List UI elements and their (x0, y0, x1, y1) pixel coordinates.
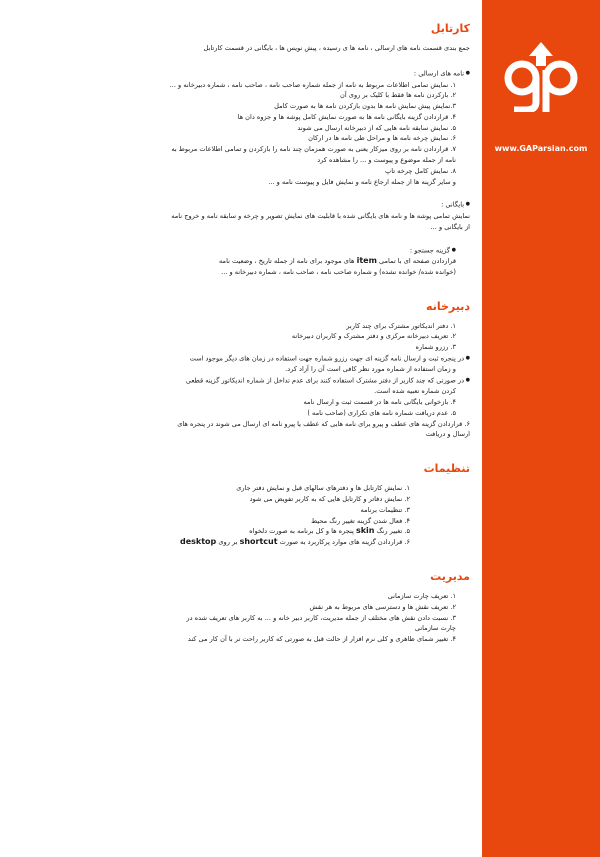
shortcut-line-part: ۶. قراردادن گزینه های موارد پرکاربرد به صورت (279, 538, 410, 547)
list-item: ۶. قراردادن گزینه های عطف و پیرو برای نامه هایی که عطف یا پیرو نامه ای ارسال می شوند در پنجره های (177, 419, 470, 428)
brand-sidebar (482, 0, 600, 857)
list-item: ۴. بازخوانی بایگانی نامه ها در قسمت ثبت و ارسال نامه (303, 398, 456, 407)
skin-line-part: پنجره ها و کل برنامه به صورت دلخواه (249, 527, 354, 536)
kartabl-intro: جمع بندی قسمت نامه های ارسالی ، نامه ها ی رسیده ، پیش نویس ها ، بایگانی در قسمت کارتابل (203, 44, 470, 52)
search-line-part: قراردادن صفحه ای با تمامی (379, 257, 456, 266)
archive-line: نمایش تمامی پوشه ها و نامه های بایگانی شده با قابلیت های نمایش تصویر و چرخه و سابقه نامه و خروج نامه (171, 211, 470, 220)
archive-line: از بایگانی و ... (430, 222, 470, 231)
search-keyword: item (356, 256, 377, 266)
list-item: ۸. نمایش کامل چرخه تاپ (385, 166, 456, 175)
document-body (8, 22, 470, 645)
list-item: ۲. تعریف دبیرخانه مرکزی و دفتر مشترک و کاربران دبیرخانه (291, 332, 456, 341)
list-item: ۴. قراردادن گزینه بایگانی نامه ها به صورت نمایش کامل پوشه ها و جزوه دان ها (237, 112, 456, 121)
list-item: ۳. نسبت دادن نقش های مختلف از جمله مدیریت، کاربر دبیر خانه و ... به کاربر های تعریف شده در (186, 613, 456, 622)
list-item: ۱. تعریف چارت سازمانی (387, 592, 456, 601)
section-title-settings: تنظیمات (423, 462, 470, 476)
section-title-dabirkhaneh: دبیرخانه (426, 299, 470, 313)
sub-item: و زمان استفاده از شماره مورد نظر کافی است آن را آزاد کرد. (285, 365, 456, 374)
search-line-part: های موجود برای نامه از جمله تاریخ ، وضعیت نامه (219, 257, 355, 266)
list-item: ۵. نمایش سابقه نامه هایی که از دبیرخانه ارسال می شوند (297, 123, 456, 132)
list-item: ۴. فعال شدن گزینه تغییر رنگ محیط (311, 516, 410, 525)
desktop-keyword: desktop (179, 537, 217, 547)
section-title-management: مدیریت (430, 570, 470, 584)
list-item: ۵. عدم دریافت شماره نامه های تکراری (صاحب نامه ) (307, 408, 456, 417)
sub-item: کردن شماره تعبیه شده است. (374, 387, 456, 396)
site-url: www.GAParsian.com (494, 144, 588, 153)
list-item: ۳.نمایش پیش نمایش نامه ها بدون بازکردن نامه ها به صورت کامل (274, 102, 456, 111)
list-item: نامه از جمله موضوع و پیوست و ... را مشاهده کرد (317, 156, 456, 165)
gaparsian-logo-icon (500, 40, 582, 112)
list-item: ۱. نمایش تمامی اطلاعات مربوط به نامه از جمله شماره صاحب نامه ، صاحب نامه ، شماره دبیرخانه و ... (169, 80, 456, 89)
list-item: ۴. تغییر شمای ظاهری و کلی نرم افزار از حالت قبل به صورتی که کاربر راحت تر با آن کار می کند (187, 635, 456, 644)
list-item: ۲. نمایش دفاتر و کارتابل هایی که به کاربر تفویض می شود (249, 495, 410, 504)
shortcut-line-part: بر روی (218, 538, 238, 547)
sub-item: ● در صورتی که چند کاربر از دفتر مشترک استفاده کنند برای عدم تداخل از شماره اندیکاتور گزینه قطعی (8, 375, 470, 386)
list-item: ۶. نمایش چرخه نامه ها و مراحل طی نامه ها در ارکان (308, 134, 456, 143)
list-item (8, 526, 410, 537)
list-item: ۲. بازکردن نامه ها فقط با کلیک بر روی آن (340, 91, 456, 100)
search-heading: ● گزینه جستجو : (8, 245, 470, 257)
list-item: ۱. دفتر اندیکاتور مشترک برای چند کاربر (346, 321, 456, 330)
search-line: (خوانده شده/ خوانده نشده) و شماره صاحب نامه ، صاحب نامه ، شماره دبیرخانه و ... (221, 267, 456, 276)
sent-letters-heading: ● نامه های ارسالی : (8, 68, 470, 80)
list-item: ۱. نمایش کارتابل ها و دفترهای سالهای قبل و نمایش دفتر جاری (236, 484, 410, 493)
sub-item: ● در پنجره ثبت و ارسال نامه گزینه ای جهت رزرو شماره جهت استفاده در زمان های دیگر موجود است (8, 353, 470, 364)
list-item: و سایر گزینه ها از جمله ارجاع نامه و نمایش فایل و پیوست نامه و ... (268, 177, 456, 186)
list-item: ۷. قراردادن نامه بر روی میزکار یعنی به صورت همزمان چند نامه را بازکردن و تمامی اطلاعات مربوط به (171, 145, 456, 154)
section-title-kartabl: کارتابل (430, 22, 470, 35)
list-item: ارسال و دریافت (425, 430, 470, 439)
archive-heading: ● بایگانی : (8, 199, 470, 211)
list-item: ۳. رزرو شماره (415, 343, 456, 352)
list-item: چارت سازمانی (414, 624, 456, 633)
skin-line-part: ۵. تغییر رنگ (376, 527, 410, 536)
search-line (8, 256, 470, 267)
shortcut-keyword: shortcut (239, 537, 278, 547)
list-item: ۳. تنظیمات برنامه (360, 505, 410, 514)
list-item (8, 537, 410, 548)
skin-keyword: skin (355, 526, 375, 536)
list-item: ۲. تعریف نقش ها و دسترسی های مربوط به هر نقش (309, 602, 456, 611)
